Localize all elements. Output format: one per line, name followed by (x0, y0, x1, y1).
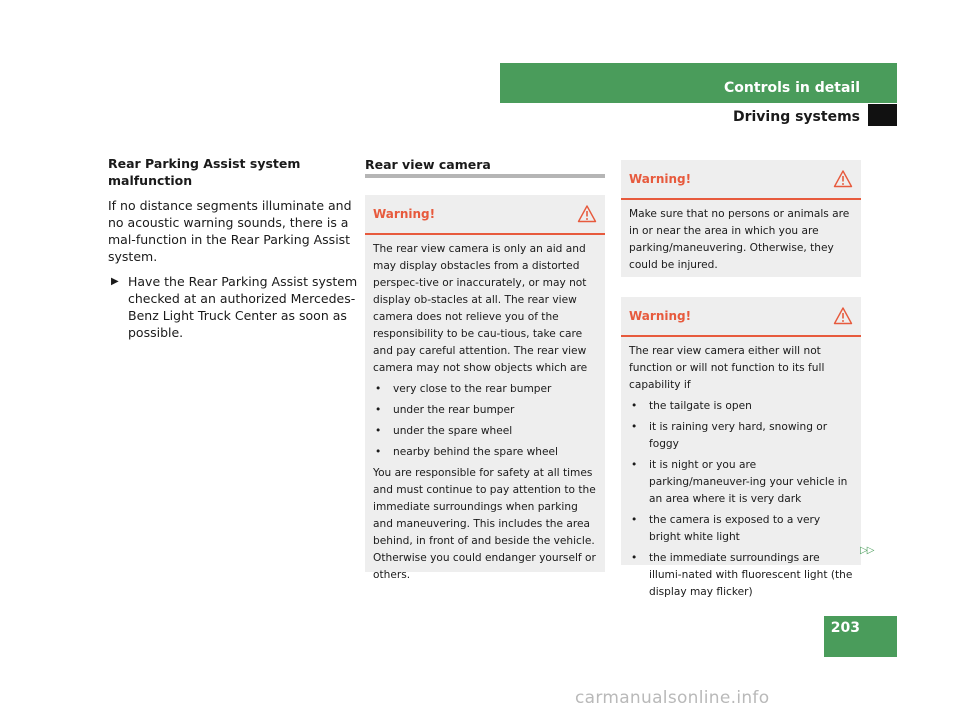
warning-box-persons-animals (621, 160, 861, 277)
warning-header (365, 195, 605, 235)
action-step (108, 273, 358, 341)
step-arrow-icon: ▶ (111, 276, 119, 287)
malfunction-heading: Rear Parking Assist system malfunction (108, 156, 301, 188)
warning-bullet-list (373, 381, 597, 461)
page-number: 203 (830, 620, 860, 636)
warning-text: Make sure that no persons or animals are in or near the area in which you are parking/maneuvering. Otherwise, they could be injured. (629, 208, 850, 271)
step-text: Have the Rear Parking Assist system checked at an authorized Mercedes-Benz Light Truck Center as soon as possible. (128, 274, 358, 340)
warning-triangle-icon (833, 306, 853, 326)
watermark: carmanualsonline.info (575, 688, 770, 708)
warning-body (621, 337, 861, 613)
list-item: • very close to the rear bumper (373, 381, 597, 398)
warning-box-camera-limits (365, 195, 605, 581)
warning-outro: You are responsible for safety at all times and must continue to pay attention to the immediate surroundings when parking and maneuvering. This includes the area behind, in front of and beside the vehicle. Otherwise you could endanger yourself or others. (373, 467, 596, 581)
subsection-title: Driving systems (732, 109, 860, 125)
continue-arrow-icon: ▷▷ (860, 545, 874, 556)
heading-rule (365, 174, 605, 178)
warning-body (365, 235, 605, 596)
left-column (108, 155, 358, 341)
list-item: • it is night or you are parking/maneuver-ing your vehicle in an area where it is very dark (629, 457, 853, 508)
list-item: • it is raining very hard, snowing or foggy (629, 419, 853, 453)
warning-triangle-icon (833, 169, 853, 189)
warning-body (621, 200, 861, 286)
warning-title: Warning! (629, 309, 692, 323)
corner-marker (868, 104, 897, 126)
warning-triangle-icon (577, 204, 597, 224)
warning-box-camera-conditions (621, 297, 861, 598)
list-item: • under the spare wheel (373, 423, 597, 440)
warning-intro: The rear view camera is only an aid and may display obstacles from a distorted perspec-tive or inaccurately, or may not display ob-stacles at all. The rear view camera does not relieve you of the responsibility to be cau-tious, take care and pay careful attention. The rear view camera may not show objects which are (373, 243, 588, 374)
warning-bullet-list (629, 398, 853, 601)
warning-intro: The rear view camera either will not function or will not function to its full capability if (629, 345, 825, 391)
warning-header (621, 297, 861, 337)
section-title: Controls in detail (724, 80, 860, 96)
warning-title: Warning! (629, 172, 692, 186)
malfunction-paragraph: If no distance segments illuminate and no acoustic warning sounds, there is a mal-function in the Rear Parking Assist system. (108, 198, 352, 264)
list-item: • the camera is exposed to a very bright white light (629, 512, 853, 546)
list-item: • the immediate surroundings are illumi-nated with fluorescent light (the display may flicker) (629, 550, 853, 601)
warning-title: Warning! (373, 207, 436, 221)
list-item: • nearby behind the spare wheel (373, 444, 597, 461)
rear-view-camera-heading: Rear view camera (365, 157, 491, 172)
warning-header (621, 160, 861, 200)
list-item: • under the rear bumper (373, 402, 597, 419)
list-item: • the tailgate is open (629, 398, 853, 415)
